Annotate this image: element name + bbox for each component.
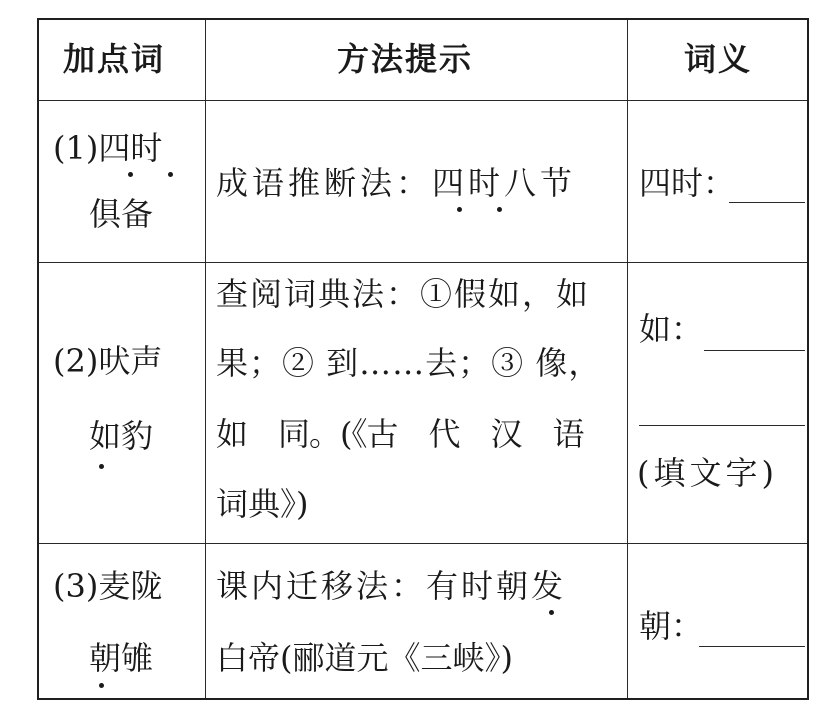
row1-method-line: 成语推断法：四时八节 <box>216 164 577 202</box>
emphasis-dot <box>497 207 502 212</box>
emphasis-dot <box>457 207 462 212</box>
row3-word-line1: (3)麦陇 <box>53 567 163 605</box>
row1-word-line2: 俱备 <box>89 195 154 233</box>
header-meaning: 词义 <box>684 40 753 78</box>
emphasis-dot <box>128 172 133 177</box>
row3-word-line2: 朝雊 <box>89 639 154 677</box>
row2-method-line: 查阅词典法：①假如，如 <box>216 275 591 313</box>
row3-meaning-label: 朝： <box>639 607 704 645</box>
answer-blank <box>639 425 805 426</box>
emphasis-dot <box>168 172 173 177</box>
vocabulary-table <box>37 18 809 700</box>
row1-word-line1: (1)四时 <box>53 129 163 167</box>
row2-word-line2: 如豹 <box>89 417 154 455</box>
row3-method-line: 白帝(郦道元《三峡》) <box>216 639 513 677</box>
column-divider <box>627 20 628 698</box>
emphasis-dot <box>99 464 104 469</box>
answer-blank <box>704 350 805 351</box>
row-divider <box>39 262 807 263</box>
row-divider <box>39 100 807 101</box>
emphasis-dot <box>99 683 104 688</box>
row2-method-line: 如 同。(《古 代 汉 语 <box>216 415 584 453</box>
answer-blank <box>729 202 805 203</box>
row2-method-line: 词典》) <box>216 485 309 523</box>
row1-meaning-label: 四时： <box>639 164 736 202</box>
row2-meaning-note: (填文字) <box>637 454 778 492</box>
answer-blank <box>699 646 805 647</box>
column-divider <box>205 20 206 698</box>
row-divider <box>39 543 807 544</box>
row2-meaning-label: 如： <box>639 310 704 348</box>
row3-method-line: 课内迁移法：有时朝发 <box>216 567 567 605</box>
row2-method-line: 果；② 到……去；③ 像， <box>216 344 602 382</box>
emphasis-dot <box>549 610 554 615</box>
row2-word-line1: (2)吠声 <box>53 342 163 380</box>
header-method: 方法提示 <box>337 40 474 78</box>
header-word: 加点词 <box>63 40 166 78</box>
